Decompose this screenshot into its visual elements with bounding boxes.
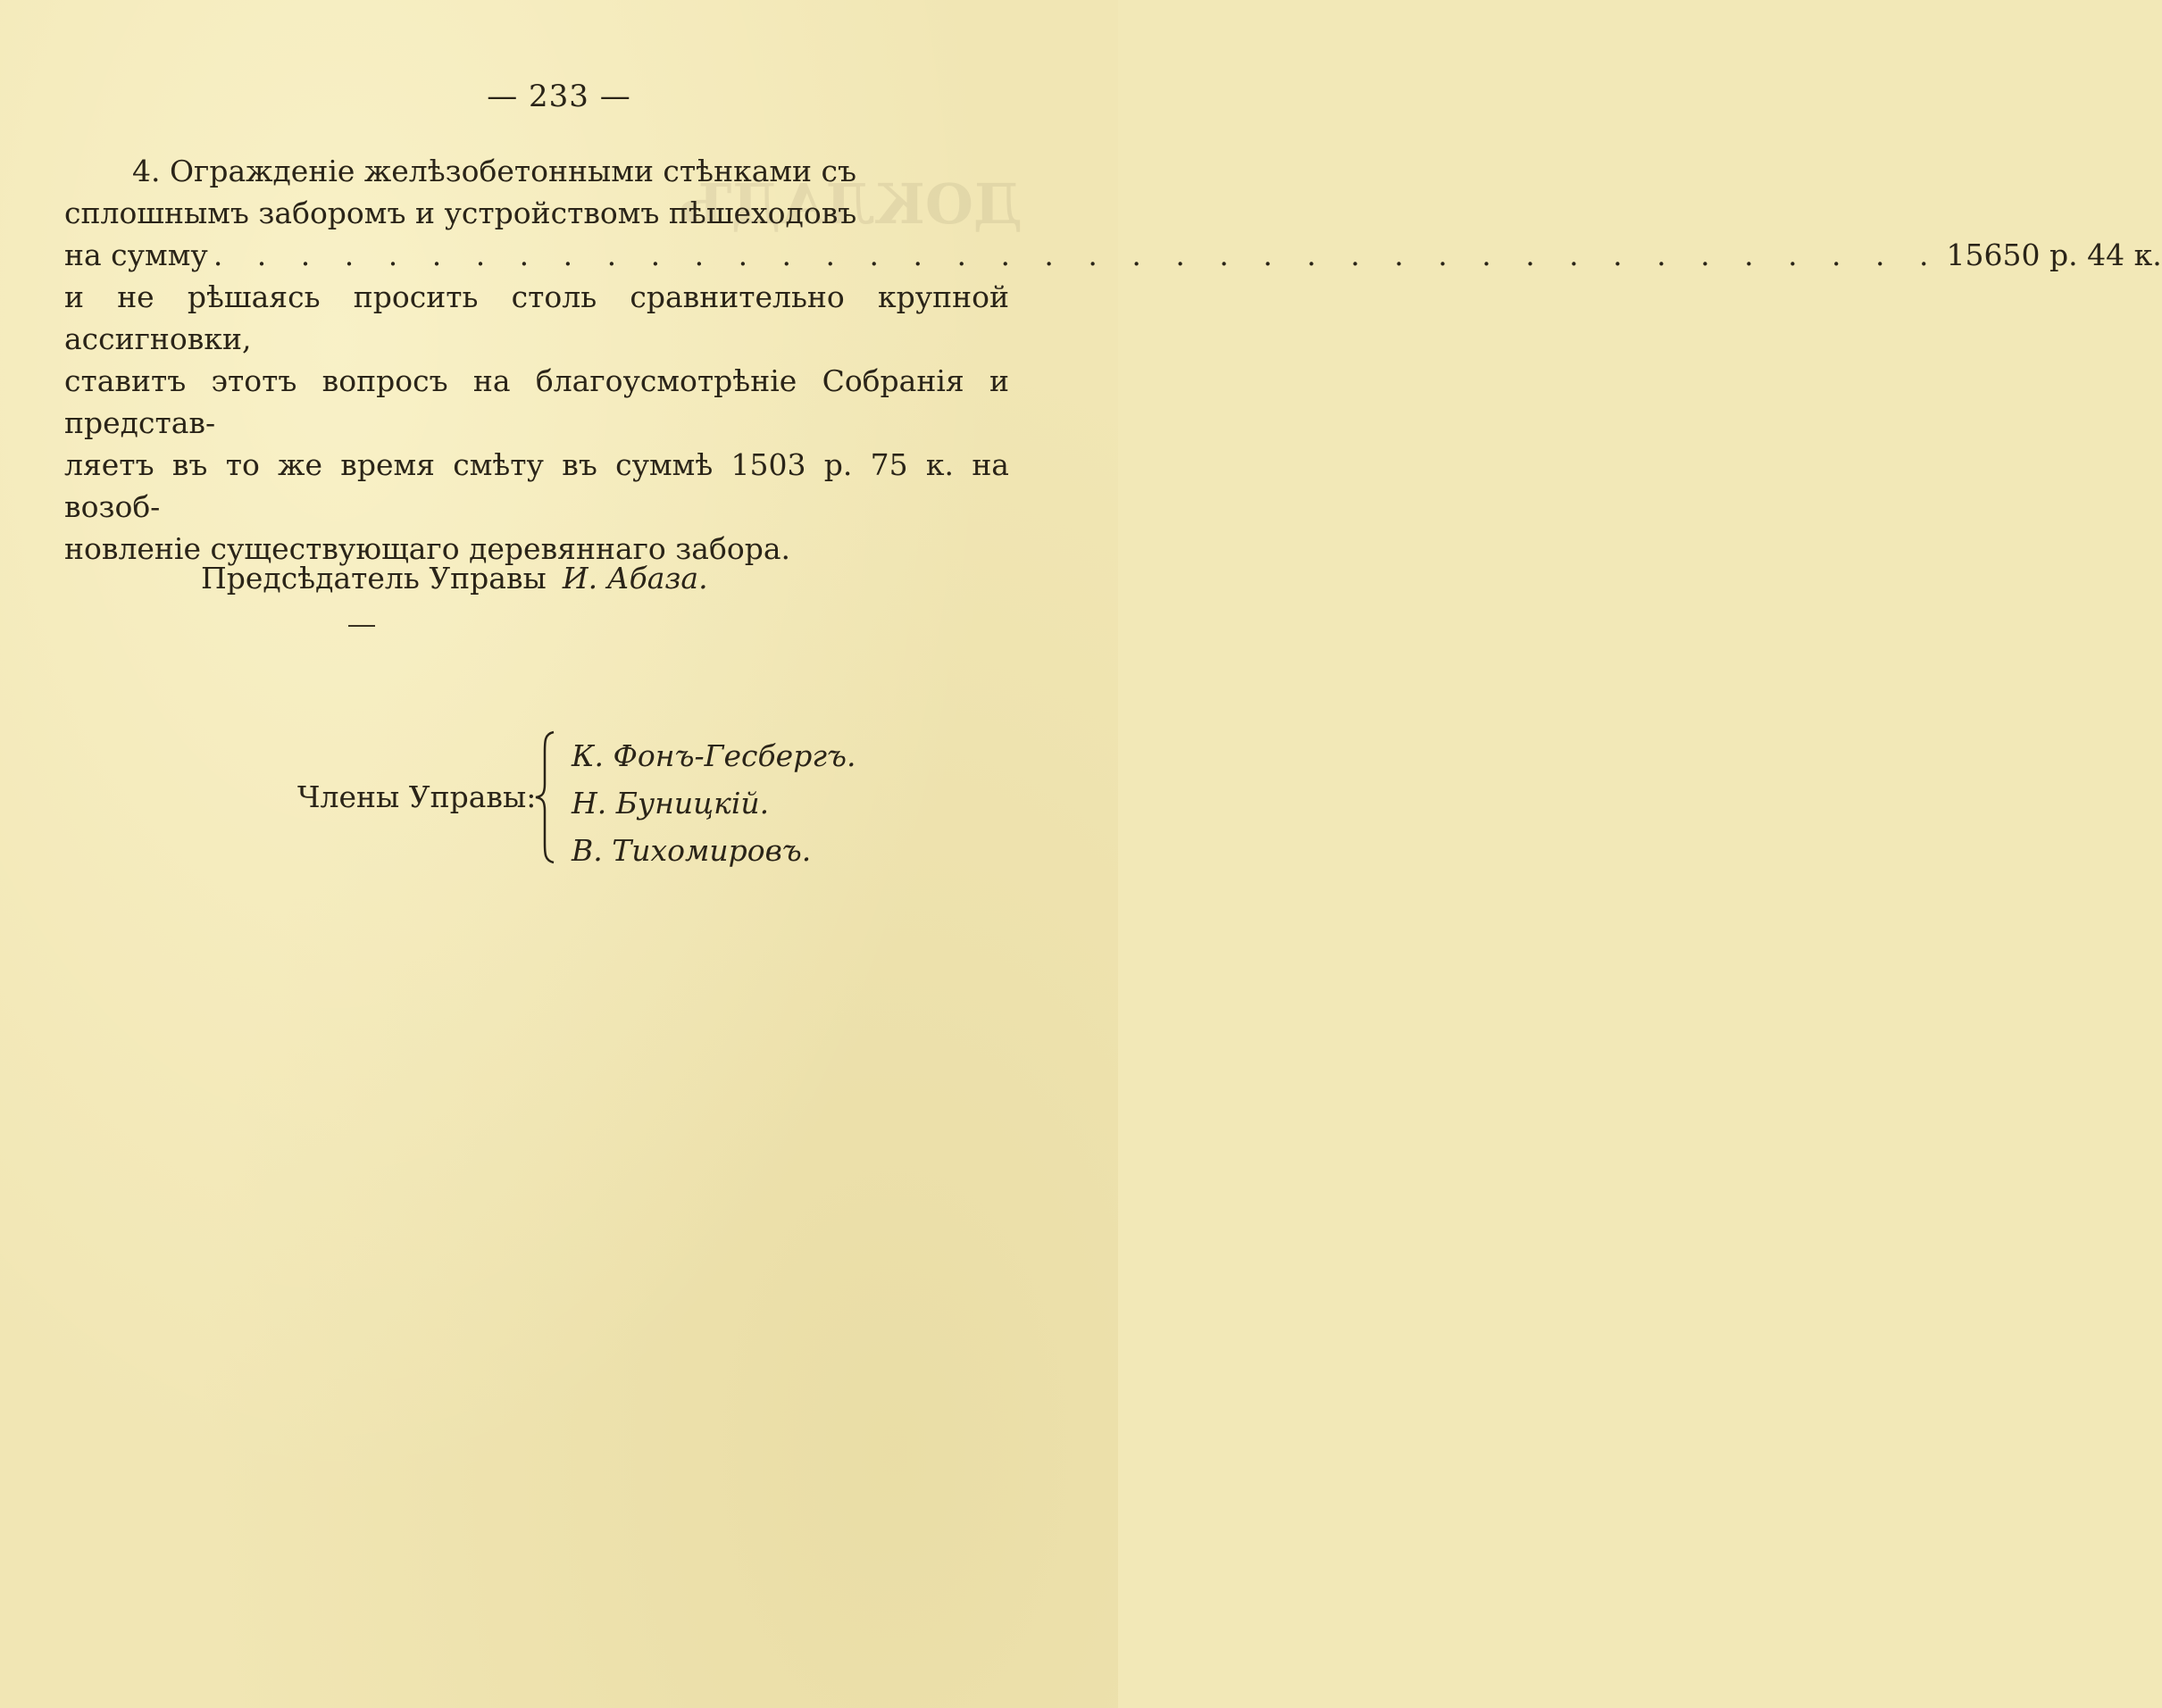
member-name: В. Тихомировъ. [572, 833, 812, 868]
report-item-paragraph [64, 150, 2162, 570]
amount-value: 15650 р. 44 к. [1946, 237, 2162, 272]
paragraph-line: сплошнымъ заборомъ и устройствомъ пѣшеходовъ [64, 196, 857, 230]
amount-label: на сумму [64, 237, 208, 272]
paragraph-line: ляетъ въ то же время смѣту въ суммѣ 1503 р. 75 к. на возоб- [64, 447, 1009, 524]
member-name: К. Фонъ-Гесбергъ. [572, 738, 856, 773]
members-list [572, 732, 856, 874]
chairman-title: Предсѣдатель Управы [201, 561, 547, 596]
members-label: Члены Управы: [297, 779, 537, 814]
amount-line [64, 234, 2162, 276]
paragraph-line: 4. Огражденіе желѣзобетонными стѣнками съ [132, 154, 856, 188]
member-name: Н. Буницкій. [572, 786, 770, 821]
reverse-side-bleed-through: ДОКЛАДЪ [678, 171, 1023, 237]
separator-dash [348, 625, 375, 627]
chairman-signature-line [201, 561, 708, 596]
dot-leaders: . . . . . . . . . . . . . . . . . . . . . . . . . . . . . . . . . . . . . . . . [213, 237, 1941, 272]
page-number: — 233 — [487, 79, 631, 114]
paragraph-line: ставитъ этотъ вопросъ на благоусмотрѣніе Собранія и представ- [64, 363, 1009, 440]
curly-brace-icon [532, 730, 559, 864]
chairman-name: И. Абаза. [562, 561, 708, 596]
paragraph-line: и не рѣшаясь просить столь сравнительно крупной ассигновки, [64, 279, 1009, 356]
paragraph-line: новленіе существующаго деревяннаго забора. [64, 531, 790, 566]
